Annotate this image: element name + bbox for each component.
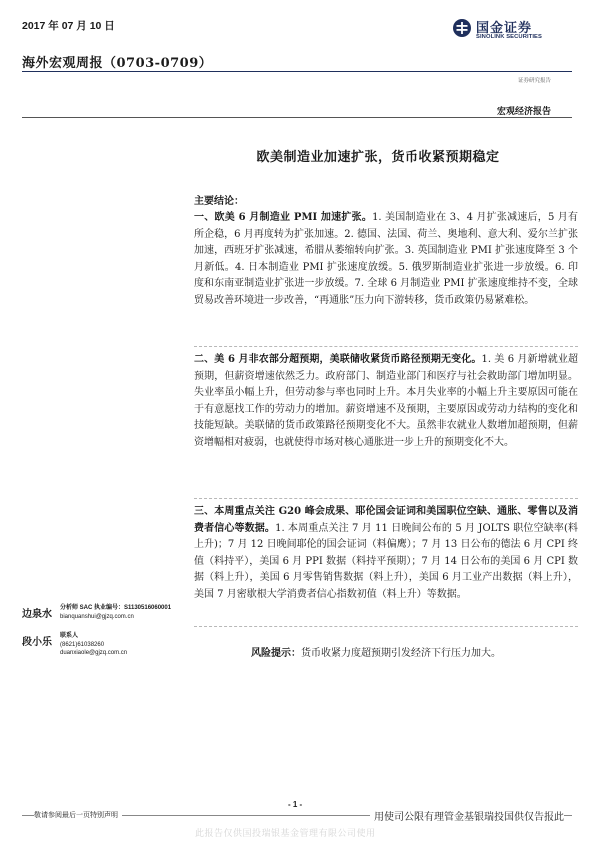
- footer-watermark: 此报告仅供国投瑞银基金管理有限公司使用: [195, 829, 376, 839]
- paragraph-divider: [194, 498, 578, 499]
- logo-name-cn: 国金证券: [476, 20, 533, 35]
- report-date: 2017 年 07 月 10 日: [22, 20, 115, 32]
- conclusion-body: 1. 美国制造业在 3、4 月扩张减速后，5 月有所企稳，6 月再度转为扩张加速。2. 德国、法国、荷兰、奥地利、意大利、爱尔兰扩张加速，西班牙扩张减速，希腊从萎缩转向扩张。3. 英国制造业 PMI 扩张速度降至 3 个月新低。4. 日本制造业 PMI 扩张速度放缓。5. 俄罗斯制造业扩张进一步放缓。6. 印度和东南亚制造业扩张进一步放缓。7. 全球 6 月制造业 PMI 扩张速度维持不变，全球贸易改善环境进一步改善，“再通胀”压力向下游转移，货币政策仍易紧难松。: [194, 212, 578, 306]
- paragraph-divider: [194, 626, 578, 627]
- headline: 欧美制造业加速扩张，货币收紧预期稳定: [256, 150, 500, 165]
- analyst-name: 段小乐: [22, 637, 52, 648]
- conclusion-paragraph-3: [194, 504, 578, 604]
- analyst-card: [22, 602, 171, 621]
- section-label: 宏观经济报告: [497, 107, 552, 117]
- company-logo: [452, 18, 572, 54]
- analyst-email[interactable]: bianquanshui@gjzq.com.cn: [60, 613, 134, 620]
- analyst-role: 联系人: [60, 633, 79, 639]
- report-series-title: 海外宏观周报（0703-0709）: [22, 56, 213, 71]
- analyst-name: 边泉水: [22, 609, 52, 620]
- conclusion-paragraph-1: [194, 210, 578, 310]
- conclusion-lead: 三、本周重点关注 G20 峰会成果、耶伦国会证词和美国职位空缺、通胀、零售以及消费者信心等数据。: [194, 506, 578, 534]
- risk-label: 风险提示：: [251, 648, 301, 659]
- analyst-card: [22, 630, 127, 658]
- conclusion-lead: 二、美 6 月非农部分超预期，美联储收紧货币路径预期无变化。: [194, 354, 482, 365]
- analyst-phone: (8621)61038260: [60, 641, 105, 648]
- logo-name-en: SINOLINK SECURITIES: [476, 34, 542, 40]
- conclusion-body: 1. 美 6 月新增就业超预期，但薪资增速依然乏力。政府部门、制造业部门和医疗与社会救助部门增加明显。失业率虽小幅上升，但劳动参与率也同时上升。本月失业率的小幅上升主要原因可能在于有意愿找工作的劳动力的增加。薪资增速不及预期，主要原因或劳动力结构的变化和技能短缺。美联储的货币政策路径预期变化不大。虽然非农就业人数增加超预期，但薪资增幅相对疲弱，也就使得市场对核心通胀进一步上升的预期变化不大。: [194, 354, 578, 448]
- analyst-email[interactable]: duanxiaole@gjzq.com.cn: [60, 650, 128, 656]
- logo-tagline: 证券研究报告: [518, 78, 552, 84]
- header-rule: [22, 71, 572, 72]
- risk-warning: [251, 644, 501, 659]
- page-number: - 1 -: [288, 800, 303, 809]
- analyst-role: 分析师 SAC 执业编号：S1130516060001: [60, 605, 172, 611]
- sinolink-logo-icon: [452, 18, 472, 38]
- conclusion-lead: 一、欧美 6 月制造业 PMI 加速扩张。: [194, 212, 373, 223]
- conclusion-body: 1. 本周重点关注 7 月 11 日晚间公布的 5 月 JOLTS 职位空缺率(料上升)；7 月 12 日晚间耶伦的国会证词（料偏鹰）；7 月 13 日公布的德法 6 月 CPI 终值（料持平），美国 6 月 PPI 数据（料持平预期）；7 月 14 日公布的美国 6 月 CPI 数据（料上升），美国 6 月零售销售数据（料上升），美国 6 月工业产出数据（料上升），美国 7 月密歇根大学消费者信心指数初值（料上升）等数据。: [194, 522, 579, 600]
- risk-text: 货币收紧力度超预期引发经济下行压力加大。: [301, 648, 501, 659]
- paragraph-divider: [194, 346, 578, 347]
- key-conclusions-heading: 主要结论：: [194, 196, 244, 207]
- footer-usage-note: 用使司公限有理管金基银瑞投国供仅告报此: [370, 808, 564, 823]
- section-rule: [22, 117, 572, 118]
- conclusion-paragraph-2: [194, 352, 578, 452]
- footer-disclaimer-note: 敬请参阅最后一页特别声明: [34, 810, 122, 820]
